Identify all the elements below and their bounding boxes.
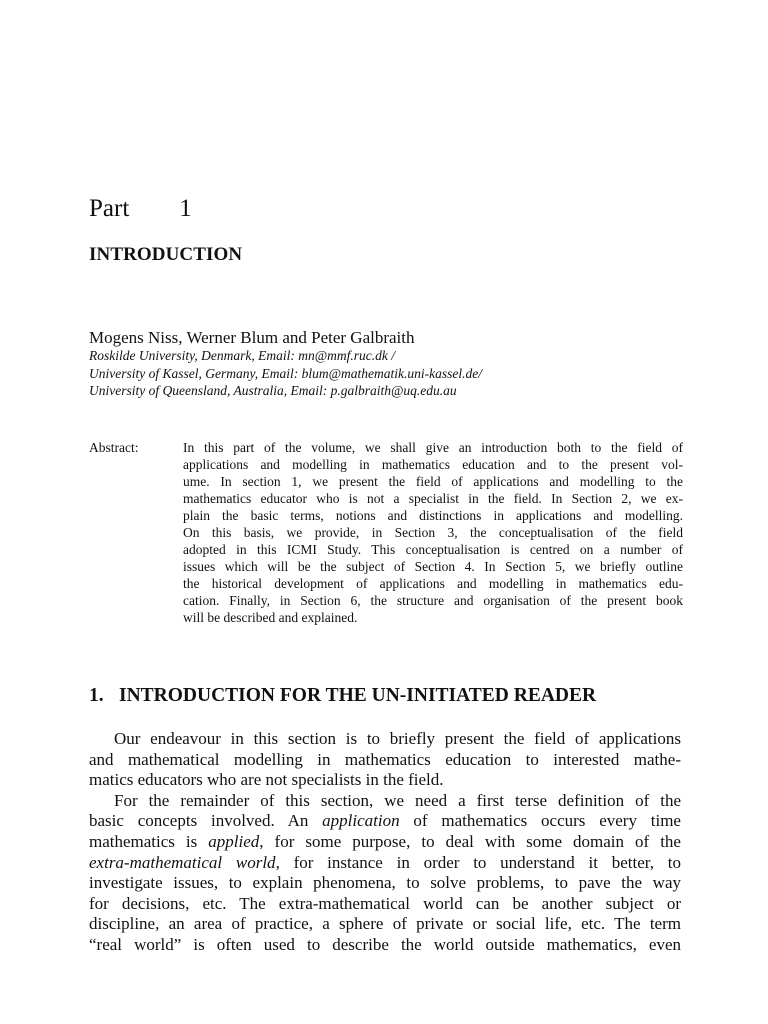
text-run: , for instance in order to understand it better, to: [275, 852, 681, 872]
authors: Mogens Niss, Werner Blum and Peter Galbraith: [89, 328, 415, 347]
section-heading: [89, 684, 689, 708]
abstract-line: cation. Finally, in Section 6, the structure and organisation of the present book: [183, 593, 683, 608]
body-line: matics educators who are not specialists in the field.: [89, 770, 444, 790]
body-line: [89, 811, 681, 832]
affiliation-kassel: University of Kassel, Germany, Email: blum@mathematik.uni-kassel.de/: [89, 365, 482, 381]
affiliation-queensland: University of Queensland, Australia, Email: p.galbraith@uq.edu.au: [89, 383, 457, 398]
abstract-line: In this part of the volume, we shall give an introduction both to the field of: [183, 440, 683, 455]
text-run: basic concepts involved. An: [89, 811, 323, 831]
text-run: , for some purpose, to deal with some domain of the: [259, 831, 681, 851]
abstract-line: ume. In section 1, we present the field of applications and modelling to the: [183, 474, 683, 489]
affiliations: [89, 347, 709, 400]
text-run: of mathematics occurs every time: [399, 811, 681, 831]
part-number: 1: [179, 195, 192, 222]
body-line: and mathematical modelling in mathematics education to interested mathe-: [89, 749, 681, 769]
abstract-line: issues which will be the subject of Section 4. In Section 5, we briefly outline: [183, 559, 683, 574]
abstract-line: the historical development of applications and modelling in mathematics edu-: [183, 576, 683, 591]
abstract-line: On this basis, we provide, in Section 3, the conceptualisation of the field: [183, 525, 683, 540]
section-number: 1.: [89, 685, 104, 706]
body-line: [89, 853, 681, 874]
emphasis-applied: applied: [208, 831, 260, 851]
body-text: [89, 729, 681, 956]
part-label: Part: [89, 195, 130, 222]
section-title: INTRODUCTION FOR THE UN-INITIATED READER: [119, 685, 597, 706]
abstract-line: applications and modelling in mathematics education and to the present vol-: [183, 457, 683, 472]
emphasis-extra-mathematical-world: extra-mathematical world: [89, 852, 276, 872]
text-run: mathematics is: [89, 831, 209, 851]
body-line: For the remainder of this section, we need a first terse definition of the: [114, 790, 681, 810]
abstract-line: will be described and explained.: [183, 610, 358, 625]
body-line: [89, 832, 681, 853]
body-line: for decisions, etc. The extra-mathematical world can be another subject or: [89, 893, 681, 913]
abstract-body: [183, 439, 683, 626]
body-line: Our endeavour in this section is to briefly present the field of applications: [114, 729, 681, 748]
abstract-line: mathematics educator who is not a specialist in the field. In Section 2, we ex-: [183, 491, 683, 506]
abstract-line: plain the basic terms, notions and distinctions in applications and modelling.: [183, 508, 683, 523]
abstract-line: adopted in this ICMI Study. This conceptualisation is centred on a number of: [183, 542, 683, 557]
affiliation-roskilde: Roskilde University, Denmark, Email: mn@mmf.ruc.dk /: [89, 348, 395, 363]
body-line: investigate issues, to explain phenomena, to solve problems, to pave the way: [89, 873, 681, 893]
emphasis-application: application: [322, 811, 400, 831]
part-title: INTRODUCTION: [89, 244, 243, 265]
body-line: discipline, an area of practice, a sphere of private or social life, etc. The term: [89, 914, 681, 934]
part-heading: [89, 194, 192, 224]
body-line: “real world” is often used to describe the world outside mathematics, even: [89, 934, 681, 954]
abstract-label: Abstract:: [89, 440, 139, 455]
